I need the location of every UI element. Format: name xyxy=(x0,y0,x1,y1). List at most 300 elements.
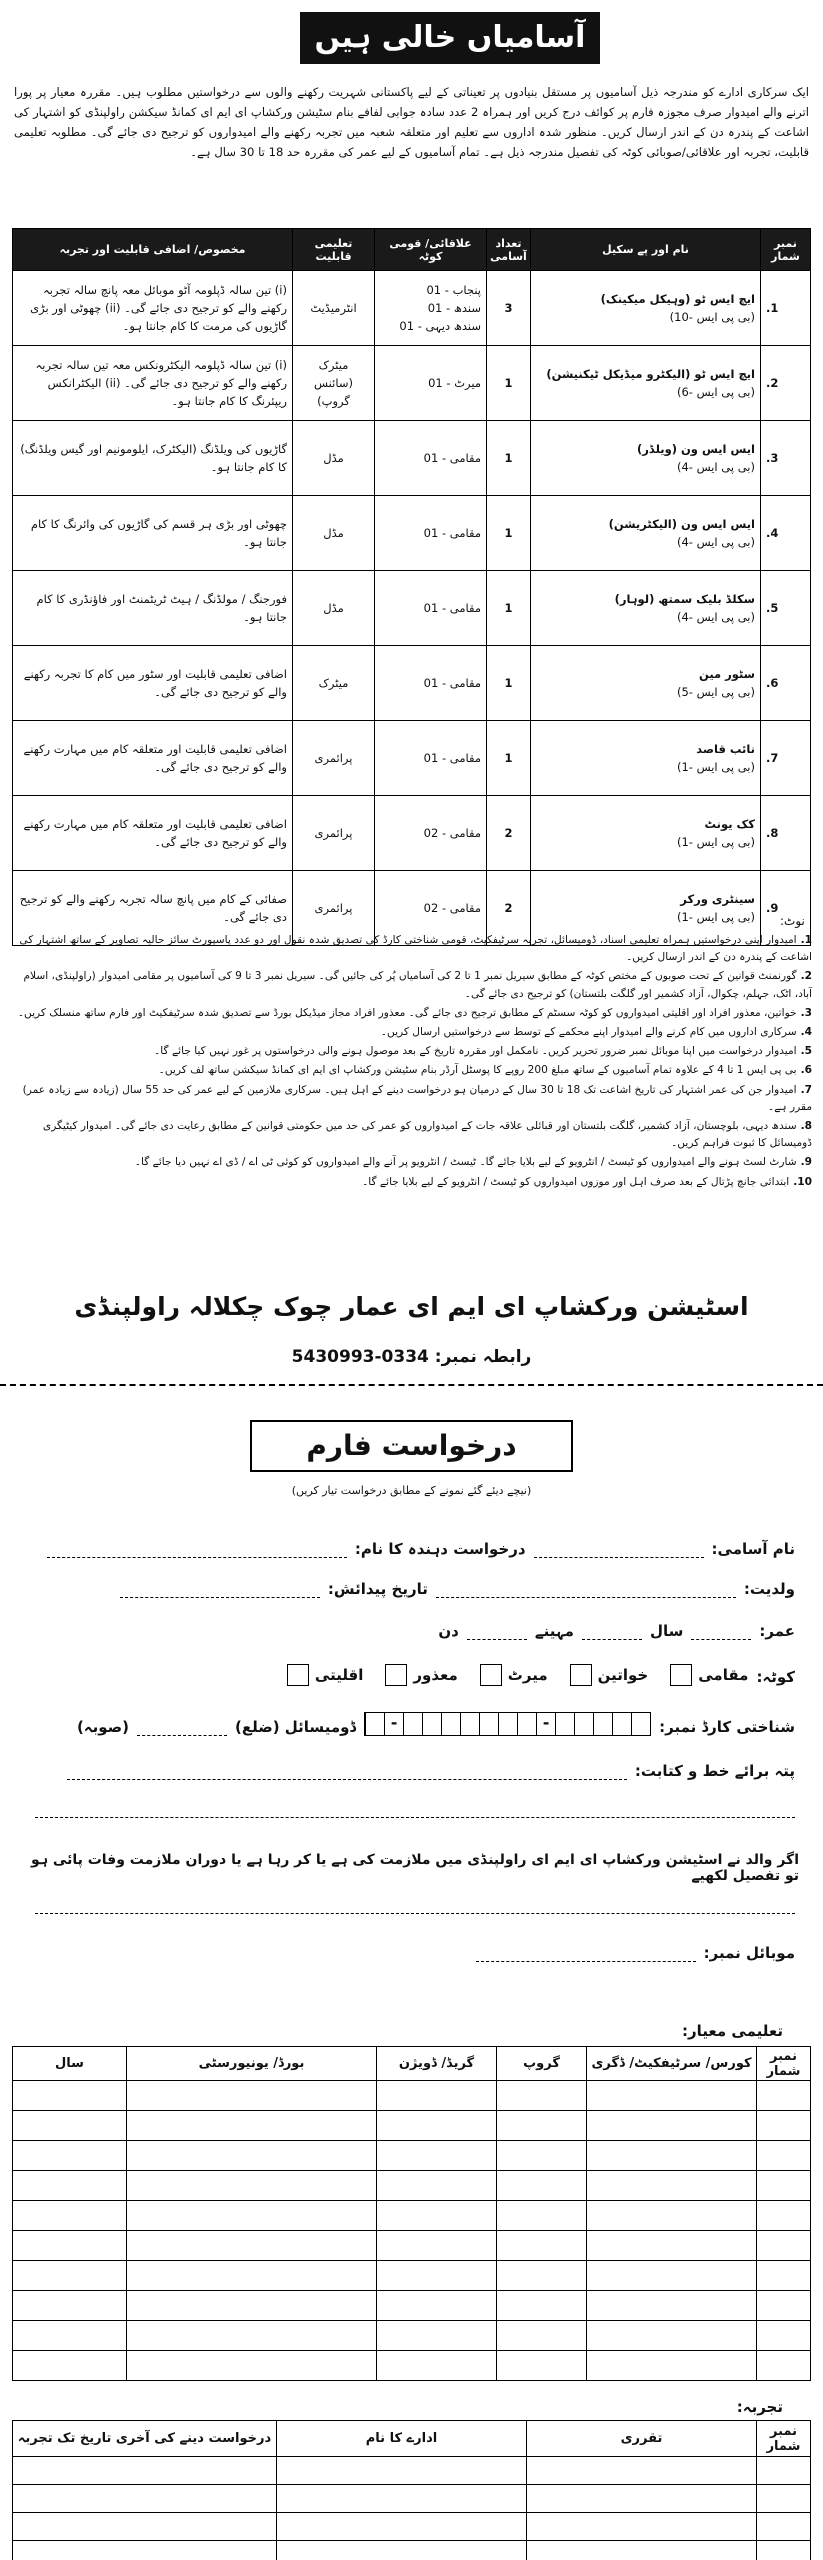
education-cell[interactable] xyxy=(127,2261,377,2291)
vacancy-name-cell xyxy=(531,721,761,796)
address-field-line-2[interactable] xyxy=(35,1800,795,1818)
experience-cell[interactable] xyxy=(13,2457,277,2485)
vacancy-title: سینٹری ورکر xyxy=(680,892,755,906)
form-row-age xyxy=(438,1622,795,1640)
education-cell[interactable] xyxy=(127,2291,377,2321)
note-text: ابتدائی جانچ پڑتال کے بعد صرف اہل اور موزوں امیدواروں کو ٹیسٹ / انٹرویو کے لیے بلایا جائے گا۔ xyxy=(362,1175,790,1188)
form-row-mobile xyxy=(476,1944,795,1962)
vacancy-special-qualification: (i) تین سالہ ڈپلومہ آٹو موبائل معہ پانچ سالہ تجربہ رکھنے والے کو ترجیح دی جائے گی۔ (ii) چھوٹی اور بڑی گاڑیوں کی مرمت کا کام جانتا ہو۔ xyxy=(13,271,293,346)
cnic-digit-box[interactable] xyxy=(403,1713,422,1735)
vacancy-quota: میرٹ - 01 xyxy=(428,376,481,390)
vacancy-name-cell xyxy=(531,496,761,571)
note-item xyxy=(14,1062,812,1079)
education-cell[interactable] xyxy=(587,2171,757,2201)
experience-cell[interactable] xyxy=(527,2541,757,2560)
note-item xyxy=(14,1024,812,1041)
vacancy-row xyxy=(13,271,811,346)
education-cell[interactable] xyxy=(377,2351,497,2381)
education-cell[interactable] xyxy=(377,2141,497,2171)
vacancies-table-header xyxy=(13,229,811,271)
experience-row xyxy=(13,2541,811,2560)
education-row xyxy=(13,2351,811,2381)
education-cell[interactable] xyxy=(13,2261,127,2291)
relative-text: اگر والد نے اسٹیشن ورکشاپ ای ایم ای راولپنڈی میں ملازمت کی ہے یا کر رہا ہے یا دوران ملازمت وفات پائی ہو تو تفصیل لکھیے xyxy=(31,1852,799,1884)
vacancy-scale: (بی پی ایس -4) xyxy=(676,535,755,549)
quota-option xyxy=(287,1664,364,1686)
quota-option xyxy=(670,1664,748,1686)
vacancy-quota: پنجاب - 01 xyxy=(426,283,481,297)
experience-cell[interactable] xyxy=(277,2485,527,2513)
vacancy-count: 1 xyxy=(487,496,531,571)
note-number: 5. xyxy=(800,1045,812,1058)
quota-option-label: اقلیتی xyxy=(314,1666,364,1684)
vacancy-scale: (بی پی ایس -4) xyxy=(676,460,755,474)
header-qualification: تعلیمی قابلیت xyxy=(293,229,375,271)
education-cell[interactable] xyxy=(13,2111,127,2141)
experience-cell[interactable] xyxy=(277,2541,527,2560)
edu-header-year: سال xyxy=(13,2047,127,2081)
note-item xyxy=(14,1118,812,1152)
vacancy-quota: مقامی - 01 xyxy=(423,751,481,765)
education-header-row xyxy=(13,2047,811,2081)
form-row-father xyxy=(120,1580,795,1598)
education-cell[interactable] xyxy=(497,2111,587,2141)
note-text: خواتین، معذور افراد اور اقلیتی امیدواروں کو کوٹہ سسٹم کے مطابق ترجیح دی جائے گی۔ معذور افراد مجاز میڈیکل بورڈ سے تصدیق شدہ سرٹیفکیٹ اور فارم ساتھ منسلک کریں۔ xyxy=(17,1006,797,1019)
note-number: 6. xyxy=(800,1064,812,1077)
note-item xyxy=(14,1082,812,1116)
vacancy-qualification: مڈل xyxy=(293,571,375,646)
experience-table xyxy=(12,2420,811,2560)
vacancy-count: 2 xyxy=(487,871,531,946)
vacancy-qualification: پرائمری xyxy=(293,796,375,871)
vacancy-title: کک یونٹ xyxy=(704,817,755,831)
notes-list xyxy=(14,932,812,1193)
education-row xyxy=(13,2111,811,2141)
note-number: 8. xyxy=(800,1120,812,1133)
vacancy-scale: (بی پی ایس -1) xyxy=(676,760,755,774)
edu-header-serial: نمبر شمار xyxy=(757,2047,811,2081)
vacancy-qualification: پرائمری xyxy=(293,871,375,946)
note-number: 3. xyxy=(800,1006,812,1019)
vacancy-name-cell xyxy=(531,646,761,721)
intro-paragraph: ایک سرکاری ادارے کو مندرجہ ذیل آسامیوں پر مستقل بنیادوں پر تعیناتی کے لیے پاکستانی شہریت رکھنے والوں سے درخواستیں مطلوب ہیں۔ مقررہ معیار پر پورا اترنے والے امیدوار صرف مجوزہ فارم پر کوائف درج کریں اور ہمراہ 2 عدد سادہ جوابی لفافے بنام سٹیشن ورکشاپ ای ایم ای کمانڈ سیکشن راولپنڈی کو اشتہار کی اشاعت کے پندرہ دن کے اندر ارسال کریں۔ منظور شدہ اداروں سے تعلیم اور متعلقہ شعبہ میں تجربہ رکھنے والے امیدواروں کو ترجیح دی جائے گی۔ مطلوبہ تعلیمی قابلیت، تجربہ اور علاقائی/صوبائی کوٹہ کی تفصیل مندرجہ ذیل ہے۔ تمام آسامیوں کے لیے عمر کی مقررہ حد 18 تا 30 سال ہے۔ xyxy=(14,85,809,159)
vacancy-quota-cell xyxy=(375,496,487,571)
form-row-relative xyxy=(24,1852,799,1884)
education-cell[interactable] xyxy=(757,2291,811,2321)
cut-line-divider xyxy=(0,1384,823,1386)
education-cell[interactable] xyxy=(377,2111,497,2141)
note-item xyxy=(14,1154,812,1171)
education-cell[interactable] xyxy=(497,2321,587,2351)
form-row-address-extra xyxy=(35,1800,795,1818)
note-item xyxy=(14,1174,812,1191)
education-table xyxy=(12,2046,811,2381)
edu-header-course: کورس/ سرٹیفکیٹ/ ڈگری xyxy=(587,2047,757,2081)
vacancy-serial: 5. xyxy=(761,571,811,646)
vacancy-row xyxy=(13,571,811,646)
quota-option-label: میرٹ xyxy=(507,1666,548,1684)
vacancy-quota-cell xyxy=(375,646,487,721)
experience-row xyxy=(13,2457,811,2485)
contact-line xyxy=(0,1346,823,1367)
education-row xyxy=(13,2321,811,2351)
cnic-digit-box[interactable] xyxy=(479,1713,498,1735)
vacancy-row xyxy=(13,421,811,496)
education-cell[interactable] xyxy=(13,2201,127,2231)
quota-option-label: خواتین xyxy=(597,1666,649,1684)
office-address: اسٹیشن ورکشاپ ای ایم ای عمار چوک چکلالہ راولپنڈی xyxy=(74,1292,749,1321)
vacancy-special-qualification: گاڑیوں کی ویلڈنگ (الیکٹرک، ایلومونیم اور گیس ویلڈنگ) کا کام جانتا ہو۔ xyxy=(13,421,293,496)
vacancy-row xyxy=(13,496,811,571)
vacancy-quota-cell xyxy=(375,346,487,421)
cnic-separator: - xyxy=(384,1713,403,1735)
education-cell[interactable] xyxy=(497,2351,587,2381)
vacancy-quota: مقامی - 02 xyxy=(423,901,481,915)
experience-cell[interactable] xyxy=(277,2457,527,2485)
cnic-digit-box[interactable] xyxy=(498,1713,517,1735)
education-cell[interactable] xyxy=(587,2291,757,2321)
vacancy-serial: 4. xyxy=(761,496,811,571)
form-row-quota xyxy=(265,1664,795,1686)
quota-checkbox[interactable] xyxy=(287,1664,309,1686)
vacancy-quota-cell xyxy=(375,421,487,496)
experience-header-row xyxy=(13,2421,811,2457)
cnic-digit-box[interactable] xyxy=(574,1713,593,1735)
dob-field[interactable] xyxy=(120,1580,320,1598)
vacancy-row xyxy=(13,646,811,721)
vacancy-count: 3 xyxy=(487,271,531,346)
quota-label: کوٹہ: xyxy=(756,1668,795,1686)
note-item xyxy=(14,1043,812,1060)
vacancy-quota-cell xyxy=(375,796,487,871)
cnic-label: شناختی کارڈ نمبر: xyxy=(659,1718,795,1736)
vacancy-special-qualification: اضافی تعلیمی قابلیت اور سٹور میں کام کا تجربہ رکھنے والے کو ترجیح دی جائے گی۔ xyxy=(13,646,293,721)
education-cell[interactable] xyxy=(757,2261,811,2291)
education-cell[interactable] xyxy=(127,2201,377,2231)
month-label: مہینے xyxy=(534,1622,574,1640)
province-label: (صوبہ) xyxy=(76,1718,129,1736)
education-cell[interactable] xyxy=(377,2171,497,2201)
education-cell[interactable] xyxy=(497,2261,587,2291)
vacancy-serial: 1. xyxy=(761,271,811,346)
experience-cell[interactable] xyxy=(277,2513,527,2541)
vacancy-serial: 2. xyxy=(761,346,811,421)
quota-checkbox[interactable] xyxy=(570,1664,592,1686)
vacancy-count: 1 xyxy=(487,346,531,421)
education-row xyxy=(13,2231,811,2261)
quota-checkbox[interactable] xyxy=(480,1664,502,1686)
vacancy-title: ایچ ایس ٹو (الیکٹرو میڈیکل ٹیکنیشن) xyxy=(546,367,755,381)
exp-header-institution: ادارے کا نام xyxy=(277,2421,527,2457)
header-quota: علاقائی/ قومی کوٹہ xyxy=(375,229,487,271)
notes-title: نوٹ: xyxy=(780,914,805,928)
form-row-address xyxy=(67,1762,795,1780)
experience-cell[interactable] xyxy=(757,2457,811,2485)
vacancy-serial: 7. xyxy=(761,721,811,796)
education-cell[interactable] xyxy=(587,2111,757,2141)
quota-option xyxy=(385,1664,457,1686)
day-label: دن xyxy=(438,1622,459,1640)
note-number: 7. xyxy=(800,1083,812,1096)
edu-header-grade: گریڈ/ ڈویژن xyxy=(377,2047,497,2081)
education-cell[interactable] xyxy=(13,2141,127,2171)
education-cell[interactable] xyxy=(13,2171,127,2201)
note-item xyxy=(14,1005,812,1022)
education-cell[interactable] xyxy=(127,2141,377,2171)
education-row xyxy=(13,2201,811,2231)
note-number: 10. xyxy=(793,1175,812,1188)
vacancy-quota: سندھ دیہی - 01 xyxy=(399,319,481,333)
note-item xyxy=(14,968,812,1002)
vacancy-name-cell xyxy=(531,346,761,421)
cnic-digit-box[interactable] xyxy=(422,1713,441,1735)
cnic-digit-box[interactable] xyxy=(441,1713,460,1735)
vacancy-quota-cell xyxy=(375,571,487,646)
cnic-digit-box[interactable] xyxy=(517,1713,536,1735)
vacancy-count: 1 xyxy=(487,421,531,496)
experience-cell[interactable] xyxy=(13,2485,277,2513)
cnic-digit-box[interactable] xyxy=(593,1713,612,1735)
education-cell[interactable] xyxy=(587,2261,757,2291)
vacancy-quota-cell xyxy=(375,271,487,346)
form-subtitle: (نیچے دیئے گئے نمونے کے مطابق درخواست تیار کریں) xyxy=(291,1484,532,1497)
education-cell[interactable] xyxy=(377,2231,497,2261)
relative-field[interactable] xyxy=(35,1896,795,1914)
education-cell[interactable] xyxy=(13,2081,127,2111)
vacancy-quota: مقامی - 01 xyxy=(423,526,481,540)
domicile-label: ڈومیسائل (ضلع) xyxy=(234,1718,357,1736)
vacancy-title: سٹور مین xyxy=(698,667,755,681)
note-number: 4. xyxy=(800,1026,812,1039)
vacancy-serial: 6. xyxy=(761,646,811,721)
contact-phone: 0334-5430993 xyxy=(291,1347,429,1367)
education-cell[interactable] xyxy=(497,2081,587,2111)
education-cell[interactable] xyxy=(497,2231,587,2261)
education-cell[interactable] xyxy=(757,2201,811,2231)
cnic-digit-box[interactable] xyxy=(365,1713,384,1735)
form-title: درخواست فارم xyxy=(250,1420,573,1472)
education-cell[interactable] xyxy=(497,2141,587,2171)
vacancy-title: ایس ایس ون (ویلڈر) xyxy=(637,442,755,456)
vacancies-table xyxy=(12,228,811,946)
education-cell[interactable] xyxy=(127,2231,377,2261)
experience-cell[interactable] xyxy=(13,2513,277,2541)
father-field[interactable] xyxy=(436,1580,736,1598)
vacancy-serial: 8. xyxy=(761,796,811,871)
edu-header-board: بورڈ/ یونیورسٹی xyxy=(127,2047,377,2081)
education-cell[interactable] xyxy=(587,2201,757,2231)
vacancy-special-qualification: فورجنگ / مولڈنگ / ہیٹ ٹریٹمنٹ اور فاؤنڈری کا کام جانتا ہو۔ xyxy=(13,571,293,646)
experience-cell[interactable] xyxy=(527,2457,757,2485)
education-row xyxy=(13,2141,811,2171)
education-cell[interactable] xyxy=(377,2081,497,2111)
education-cell[interactable] xyxy=(127,2171,377,2201)
edu-header-group: گروپ xyxy=(497,2047,587,2081)
vacancy-quota: مقامی - 01 xyxy=(423,451,481,465)
education-cell[interactable] xyxy=(377,2291,497,2321)
education-cell[interactable] xyxy=(13,2291,127,2321)
note-text: امیدوار جن کی عمر اشتہار کی تاریخ اشاعت تک 18 تا 30 سال کے درمیان ہو درخواست دینے کے اہل ہیں۔ سرکاری ملازمین کے لیے عمر کی حد 55 سال (زیادہ سے زیادہ عمر) مقرر ہے۔ xyxy=(22,1083,812,1113)
header-post-count: تعداد آسامی xyxy=(487,229,531,271)
vacancy-scale: (بی پی ایس -10) xyxy=(669,310,755,324)
education-cell[interactable] xyxy=(587,2141,757,2171)
note-item xyxy=(14,932,812,966)
age-days-field[interactable] xyxy=(467,1622,527,1640)
quota-option-label: معذور xyxy=(413,1666,458,1684)
education-cell[interactable] xyxy=(127,2111,377,2141)
experience-cell[interactable] xyxy=(527,2485,757,2513)
header-post-name: نام اور پے سکیل xyxy=(531,229,761,271)
vacancy-count: 2 xyxy=(487,796,531,871)
vacancy-qualification: میٹرک (سائنس گروپ) xyxy=(293,346,375,421)
cnic-digit-box[interactable] xyxy=(612,1713,631,1735)
quota-option-label: مقامی xyxy=(698,1666,749,1684)
vacancy-qualification: انٹرمیڈیٹ xyxy=(293,271,375,346)
vacancy-name-cell xyxy=(531,571,761,646)
vacancy-row xyxy=(13,721,811,796)
cnic-digit-box[interactable] xyxy=(555,1713,574,1735)
form-row-post xyxy=(47,1540,795,1558)
education-row xyxy=(13,2261,811,2291)
education-cell[interactable] xyxy=(587,2081,757,2111)
vacancy-special-qualification: اضافی تعلیمی قابلیت اور متعلقہ کام میں مہارت رکھنے والے کو ترجیح دی جائے گی۔ xyxy=(13,796,293,871)
education-cell[interactable] xyxy=(757,2111,811,2141)
vacancy-scale: (بی پی ایس -6) xyxy=(676,385,755,399)
father-label: ولدیت: xyxy=(743,1580,795,1598)
note-text: بی پی ایس 1 تا 4 کے علاوہ تمام آسامیوں کے ساتھ مبلغ 200 روپے کا پوسٹل آرڈر بنام سٹیشن ورکشاپ ای ایم ای کمانڈ سیکشن ساتھ لف کریں۔ xyxy=(158,1064,797,1077)
form-row-cnic xyxy=(77,1712,795,1736)
experience-cell[interactable] xyxy=(757,2513,811,2541)
contact-label: رابطہ نمبر: xyxy=(434,1347,532,1367)
vacancy-name-cell xyxy=(531,271,761,346)
experience-cell[interactable] xyxy=(757,2485,811,2513)
education-row xyxy=(13,2171,811,2201)
note-text: شارٹ لسٹ ہونے والے امیدواروں کو ٹیسٹ / انٹرویو کے لیے بلایا جائے گا۔ ٹیسٹ / انٹرویو پر آنے والے امیدواروں کو کوئی ٹی اے / ڈی اے نہیں دیا جائے گا۔ xyxy=(134,1156,797,1169)
education-cell[interactable] xyxy=(757,2231,811,2261)
education-cell[interactable] xyxy=(757,2081,811,2111)
dob-label: تاریخ پیدائش: xyxy=(327,1580,428,1598)
post-field[interactable] xyxy=(534,1540,704,1558)
header-serial: نمبر شمار xyxy=(761,229,811,271)
education-cell[interactable] xyxy=(497,2201,587,2231)
experience-cell[interactable] xyxy=(527,2513,757,2541)
vacancy-title: نائب قاصد xyxy=(696,742,755,756)
education-label: تعلیمی معیار: xyxy=(682,2022,783,2040)
quota-checkbox[interactable] xyxy=(670,1664,692,1686)
applicant-field[interactable] xyxy=(47,1540,347,1558)
education-cell[interactable] xyxy=(13,2231,127,2261)
vacancy-scale: (بی پی ایس -4) xyxy=(676,610,755,624)
quota-checkbox[interactable] xyxy=(385,1664,407,1686)
vacancy-scale: (بی پی ایس -1) xyxy=(676,910,755,924)
education-cell[interactable] xyxy=(757,2321,811,2351)
vacancy-name-cell xyxy=(531,421,761,496)
applicant-label: درخواست دہندہ کا نام: xyxy=(354,1540,526,1558)
education-cell[interactable] xyxy=(757,2141,811,2171)
vacancy-quota: مقامی - 01 xyxy=(423,676,481,690)
cnic-digit-box[interactable] xyxy=(631,1713,650,1735)
mobile-field[interactable] xyxy=(476,1944,696,1962)
education-cell[interactable] xyxy=(757,2171,811,2201)
vacancy-quota: مقامی - 01 xyxy=(423,601,481,615)
age-years-field[interactable] xyxy=(691,1622,751,1640)
vacancy-qualification: میٹرک xyxy=(293,646,375,721)
exp-header-serial: نمبر شمار xyxy=(757,2421,811,2457)
domicile-field[interactable] xyxy=(137,1718,227,1736)
note-text: امیدوار اپنی درخواستیں ہمراہ تعلیمی اسناد، ڈومیسائل، تجربہ سرٹیفکیٹ، قومی شناختی کارڈ کی تصدیق شدہ نقول اور دو عدد پاسپورٹ سائز حالیہ تصاویر کے ساتھ اشتہار کی اشاعت کے پندرہ دن کے اندر ارسال کریں۔ xyxy=(19,934,812,964)
vacancy-qualification: مڈل xyxy=(293,496,375,571)
quota-options xyxy=(265,1664,749,1686)
vacancy-quota: مقامی - 02 xyxy=(423,826,481,840)
address-field[interactable] xyxy=(67,1762,627,1780)
note-text: گورنمنٹ قوانین کے تحت صوبوں کے مختص کوٹہ کے مطابق سیریل نمبر 1 تا 2 کی آسامیاں پُر کی جائیں گی۔ سیریل نمبر 3 تا 9 کی آسامیوں پر مقامی امیدوار (راولپنڈی، اسلام آباد، اٹک، جہلم، چکوال، آزاد کشمیر اور گلگت بلتستان) کو ترجیح دی جائے گی۔ xyxy=(23,970,812,1000)
age-months-field[interactable] xyxy=(582,1622,642,1640)
quota-option xyxy=(570,1664,649,1686)
education-cell[interactable] xyxy=(377,2261,497,2291)
exp-header-experience: درخواست دینے کی آخری تاریخ تک تجربہ xyxy=(13,2421,277,2457)
note-text: سرکاری اداروں میں کام کرنے والے امیدوار اپنے محکمے کے توسط سے درخواستیں ارسال کریں۔ xyxy=(380,1026,797,1039)
vacancy-special-qualification: چھوٹی اور بڑی ہر قسم کی گاڑیوں کی وائرنگ کا کام جانتا ہو۔ xyxy=(13,496,293,571)
education-cell[interactable] xyxy=(757,2351,811,2381)
experience-cell[interactable] xyxy=(13,2541,277,2560)
education-cell[interactable] xyxy=(587,2321,757,2351)
education-cell[interactable] xyxy=(13,2321,127,2351)
education-cell[interactable] xyxy=(377,2321,497,2351)
vacancy-title: ایچ ایس ٹو (وہیکل میکینک) xyxy=(600,292,755,306)
experience-label: تجربہ: xyxy=(736,2398,783,2416)
note-text: امیدوار درخواست میں اپنا موبائل نمبر ضرور تحریر کریں۔ نامکمل اور مقررہ تاریخ کے بعد موصول ہونے والی درخواستوں پر غور نہیں کیا جائے گا۔ xyxy=(154,1045,797,1058)
education-cell[interactable] xyxy=(127,2081,377,2111)
vacancy-qualification: پرائمری xyxy=(293,721,375,796)
address-label: پتہ برائے خط و کتابت: xyxy=(634,1762,795,1780)
vacancies-banner: آسامیاں خالی ہیں xyxy=(300,12,600,64)
note-text: سندھ دیہی، بلوچستان، آزاد کشمیر، گلگت بلتستان اور قبائلی علاقہ جات کے امیدواروں کو عمر کی حد میں حکومتی قوانین کے مطابق رعایت دی جائے گی۔ امیدوار کیٹیگری ڈومیسائل کا ثبوت فراہم کریں۔ xyxy=(42,1120,812,1150)
vacancy-title: ایس ایس ون (الیکٹریشن) xyxy=(608,517,755,531)
education-cell[interactable] xyxy=(587,2351,757,2381)
vacancy-scale: (بی پی ایس -5) xyxy=(676,685,755,699)
quota-option xyxy=(480,1664,548,1686)
education-cell[interactable] xyxy=(127,2351,377,2381)
vacancy-quota: سندھ - 01 xyxy=(427,301,481,315)
vacancy-count: 1 xyxy=(487,646,531,721)
vacancy-title: سکلڈ بلیک سمتھ (لوہار) xyxy=(614,592,755,606)
education-cell[interactable] xyxy=(377,2201,497,2231)
cnic-separator: - xyxy=(536,1713,555,1735)
vacancy-serial: 9. xyxy=(761,871,811,946)
note-number: 9. xyxy=(800,1156,812,1169)
education-cell[interactable] xyxy=(497,2291,587,2321)
vacancy-special-qualification: اضافی تعلیمی قابلیت اور متعلقہ کام میں مہارت رکھنے والے کو ترجیح دی جائے گی۔ xyxy=(13,721,293,796)
vacancy-name-cell xyxy=(531,796,761,871)
education-cell[interactable] xyxy=(13,2351,127,2381)
note-number: 1. xyxy=(800,934,812,946)
vacancy-serial: 3. xyxy=(761,421,811,496)
exp-header-appointment: تقرری xyxy=(527,2421,757,2457)
vacancy-special-qualification: (i) تین سالہ ڈپلومہ الیکٹرونکس معہ تین سالہ تجربہ رکھنے والے کو ترجیح دی جائے گی۔ (ii) الیکٹرانکس ریپئرنگ کا کام جانتا ہو۔ xyxy=(13,346,293,421)
education-cell[interactable] xyxy=(127,2321,377,2351)
year-label: سال xyxy=(649,1622,684,1640)
vacancy-row xyxy=(13,796,811,871)
post-label: نام آسامی: xyxy=(711,1540,795,1558)
vacancy-quota-cell xyxy=(375,721,487,796)
vacancy-qualification: مڈل xyxy=(293,421,375,496)
education-cell[interactable] xyxy=(497,2171,587,2201)
age-label: عمر: xyxy=(759,1622,795,1640)
education-cell[interactable] xyxy=(587,2231,757,2261)
experience-cell[interactable] xyxy=(757,2541,811,2560)
cnic-input-boxes[interactable] xyxy=(364,1712,651,1736)
cnic-digit-box[interactable] xyxy=(460,1713,479,1735)
